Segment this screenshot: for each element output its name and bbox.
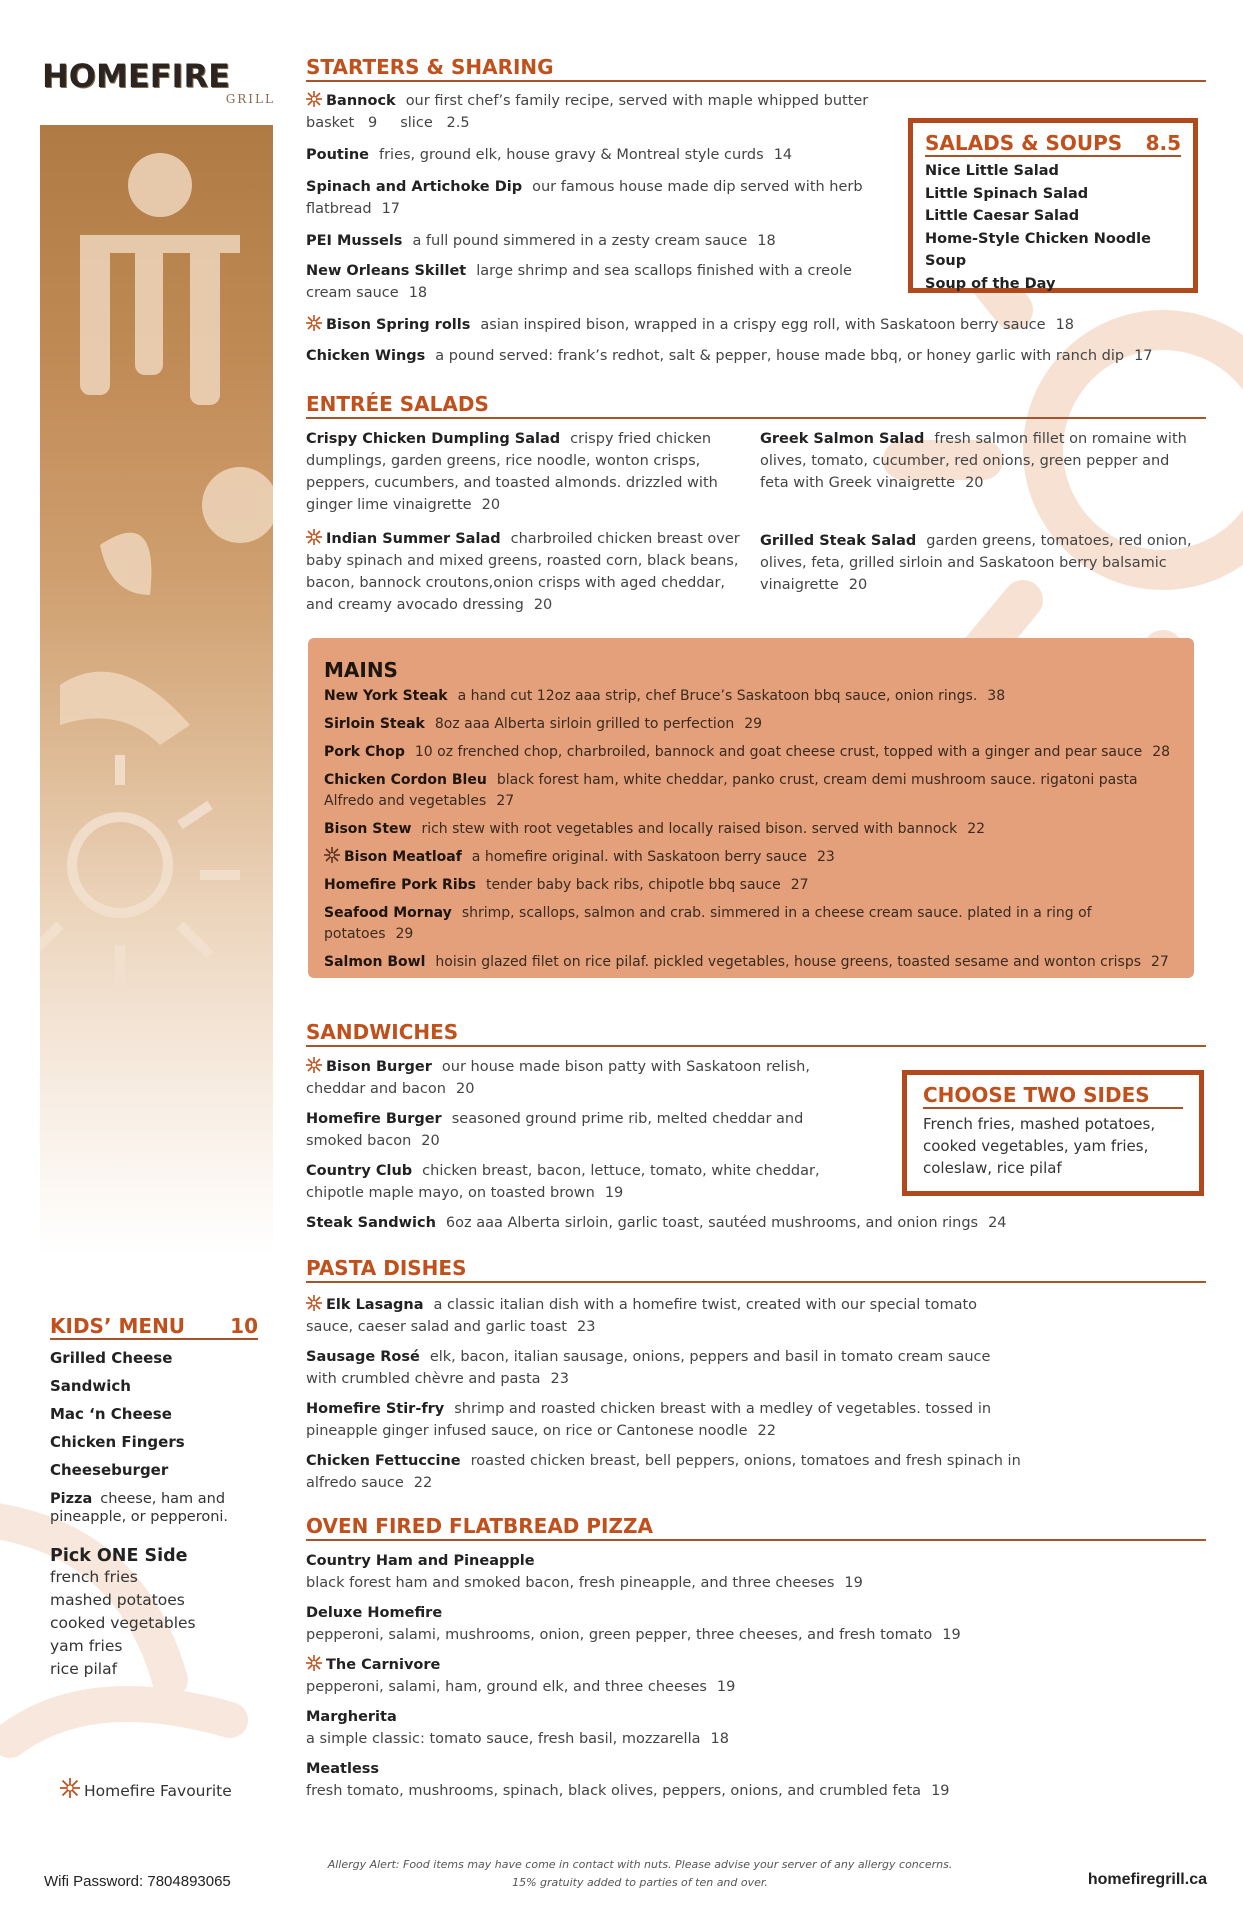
item-name: Chicken Wings xyxy=(306,348,426,364)
item-name: Pork Chop xyxy=(324,744,405,760)
item-desc: asian inspired bison, wrapped in a crispy egg roll, with Saskatoon berry sauce xyxy=(480,317,1046,333)
item-price: 20 xyxy=(965,475,984,491)
list-item: Little Caesar Salad xyxy=(925,208,1080,224)
item-name: Chicken Cordon Bleu xyxy=(324,772,487,788)
item-name: Sausage Rosé xyxy=(306,1349,420,1365)
menu-item-sausage-rose xyxy=(306,1346,1006,1390)
favourite-star-icon xyxy=(60,1778,80,1798)
item-desc: a hand cut 12oz aaa strip, chef Bruce’s Saskatoon bbq sauce, onion rings. xyxy=(457,688,978,704)
menu-item-chicken-wings xyxy=(306,345,1216,367)
kids-menu-section xyxy=(50,1314,258,1681)
item-desc: crispy fried chicken dumplings, garden greens, rice noodle, wonton crisps, peppers, cucumbers, and toasted almonds. drizzled with ginger lime vinaigrette xyxy=(306,431,718,513)
favourite-star-icon xyxy=(306,529,322,545)
sidebar-petroglyph-art xyxy=(40,125,273,1255)
item-name: Salmon Bowl xyxy=(324,954,426,970)
mains-title: MAINS xyxy=(324,658,398,682)
list-item: rice pilaf xyxy=(50,1660,118,1678)
salads-soups-box xyxy=(908,118,1198,293)
item-desc: seasoned ground prime rib, melted cheddar and smoked bacon xyxy=(306,1111,804,1149)
item-price: 29 xyxy=(395,926,414,942)
item-name: PEI Mussels xyxy=(306,233,403,249)
item-name: Homefire Stir-fry xyxy=(306,1401,445,1417)
item-name: Crispy Chicken Dumpling Salad xyxy=(306,431,561,447)
item-desc: a full pound simmered in a zesty cream sauce xyxy=(412,233,748,249)
item-price: 20 xyxy=(481,497,501,513)
item-desc: pepperoni, salami, ham, ground elk, and three cheeses xyxy=(306,1679,707,1695)
menu-item-new-york-steak xyxy=(324,686,1184,707)
allergy-alert-text: Allergy Alert: Food items may have come in contact with nuts. Please advise your server of any allergy concerns. xyxy=(327,1858,953,1871)
item-desc: tender baby back ribs, chipotle bbq sauce xyxy=(485,877,781,893)
kids-menu-list xyxy=(50,1344,258,1526)
item-name: Bison Burger xyxy=(326,1059,432,1075)
item-desc: a simple classic: tomato sauce, fresh basil, mozzarella xyxy=(306,1731,701,1747)
item-desc: shrimp and roasted chicken breast with a medley of vegetables. tossed in pineapple ginger infused sauce, on rice or Cantonese noodle xyxy=(306,1401,992,1439)
favourite-star-icon xyxy=(306,1655,322,1671)
item-name: Poutine xyxy=(306,147,369,163)
menu-item-chicken-cordon-bleu xyxy=(324,770,1184,812)
menu-item-bison-spring-rolls xyxy=(306,314,1206,336)
item-price: 23 xyxy=(816,849,835,865)
gratuity-text: 15% gratuity added to parties of ten and over. xyxy=(512,1876,768,1889)
list-item: mashed potatoes xyxy=(50,1591,185,1609)
item-desc: rich stew with root vegetables and locally raised bison. served with bannock xyxy=(421,821,958,837)
item-desc: a homefire original. with Saskatoon berry sauce xyxy=(471,849,807,865)
item-name: New Orleans Skillet xyxy=(306,263,467,279)
menu-item-bison-burger xyxy=(306,1056,826,1100)
item-desc: 8oz aaa Alberta sirloin grilled to perfection xyxy=(434,716,735,732)
menu-item-pei-mussels xyxy=(306,230,906,252)
menu-item-steak-sandwich xyxy=(306,1212,1206,1234)
item-name: Margherita xyxy=(306,1709,397,1725)
item-price: 22 xyxy=(757,1423,776,1439)
kids-side-list xyxy=(50,1566,258,1681)
item-name: The Carnivore xyxy=(326,1657,441,1673)
favourite-legend-label: Homefire Favourite xyxy=(84,1782,232,1800)
menu-item-homefire-stir-fry xyxy=(306,1398,1006,1442)
item-desc: cheese, ham and pineapple, or pepperoni. xyxy=(50,1491,229,1525)
item-price: 17 xyxy=(381,201,401,217)
list-item: Mac ‘n Cheese xyxy=(50,1405,172,1423)
starters-list xyxy=(306,90,906,134)
menu-item-bison-meatloaf xyxy=(324,847,1184,868)
starters-title: STARTERS & SHARING xyxy=(306,55,1206,82)
item-desc: chicken breast, bacon, lettuce, tomato, white cheddar, chipotle maple mayo, on toasted brown xyxy=(306,1163,820,1201)
list-item: Nice Little Salad xyxy=(925,163,1059,179)
kids-menu-header xyxy=(50,1314,258,1340)
kids-side-title: Pick ONE Side xyxy=(50,1546,188,1566)
list-item: Cheeseburger xyxy=(50,1461,169,1479)
item-name: Grilled Steak Salad xyxy=(760,533,917,549)
logo xyxy=(42,57,277,106)
item-name: Pizza xyxy=(50,1491,93,1507)
list-item: Soup of the Day xyxy=(925,275,1056,292)
item-desc: garden greens, tomatoes, red onion, olives, feta, grilled sirloin and Saskatoon berry balsamic vinaigrette xyxy=(760,533,1192,593)
menu-item-country-club xyxy=(306,1160,846,1204)
item-desc: hoisin glazed filet on rice pilaf. pickled vegetables, house greens, toasted sesame and wonton crisps xyxy=(435,954,1141,970)
kids-menu-price: 10 xyxy=(230,1314,258,1338)
item-price: 19 xyxy=(716,1679,736,1695)
item-name: Country Ham and Pineapple xyxy=(306,1553,535,1569)
menu-item-crispy-chicken-dumpling-salad xyxy=(306,428,746,516)
item-desc: fries, ground elk, house gravy & Montreal style curds xyxy=(378,147,764,163)
favourite-star-icon xyxy=(306,1295,322,1311)
item-name: Elk Lasagna xyxy=(326,1297,424,1313)
website-link[interactable]: homefiregrill.ca xyxy=(1087,1871,1207,1888)
item-desc: charbroiled chicken breast over baby spinach and mixed greens, roasted corn, black beans, bacon, bannock croutons,onion crisps with aged cheddar, and creamy avocado dressing xyxy=(306,531,740,613)
pizza-section xyxy=(306,1514,1206,1541)
pasta-section xyxy=(306,1256,1206,1283)
menu-item-seafood-mornay xyxy=(324,903,1184,945)
item-price: 23 xyxy=(577,1319,596,1335)
list-item: Grilled Cheese Sandwich xyxy=(50,1349,173,1395)
item-name: Bison Stew xyxy=(324,821,412,837)
item-desc: our house made bison patty with Saskatoon relish, cheddar and bacon xyxy=(306,1059,810,1097)
item-name: Sirloin Steak xyxy=(324,716,425,732)
item-desc: our first chef’s family recipe, served with maple whipped butter xyxy=(405,93,869,109)
salads-soups-price: 8.5 xyxy=(1145,131,1181,155)
menu-item-elk-lasagna xyxy=(306,1294,1006,1338)
choose-sides-box xyxy=(902,1070,1204,1196)
menu-item-new-orleans-skillet xyxy=(306,260,886,304)
item-price: 22 xyxy=(413,1475,433,1491)
item-price-options: basket 9 slice 2.5 xyxy=(306,115,470,131)
wifi-password: Wifi Password: 7804893065 xyxy=(44,1873,231,1890)
item-name: Deluxe Homefire xyxy=(306,1605,443,1621)
item-price: 27 xyxy=(1151,954,1169,970)
item-price: 19 xyxy=(844,1575,863,1591)
item-price: 18 xyxy=(710,1731,729,1747)
menu-item-bison-stew xyxy=(324,819,1184,840)
item-desc: a pound served: frank’s redhot, salt & pepper, house made bbq, or honey garlic with ranch dip xyxy=(435,348,1125,364)
salads-soups-title: SALADS & SOUPS xyxy=(925,131,1123,155)
choose-sides-title: CHOOSE TWO SIDES xyxy=(923,1083,1183,1109)
menu-item-spinach-dip xyxy=(306,176,866,220)
item-name: Indian Summer Salad xyxy=(326,531,501,547)
menu-item-indian-summer-salad xyxy=(306,528,746,616)
item-name: Country Club xyxy=(306,1163,413,1179)
menu-item-the-carnivore xyxy=(306,1654,1206,1698)
item-price: 38 xyxy=(987,688,1006,704)
menu-item-homefire-burger xyxy=(306,1108,826,1152)
item-price: 20 xyxy=(455,1081,475,1097)
item-name: Bison Spring rolls xyxy=(326,317,471,333)
kids-menu-title: KIDS’ MENU xyxy=(50,1314,186,1338)
favourite-star-icon xyxy=(306,91,322,107)
menu-item-margherita xyxy=(306,1706,1206,1750)
item-price: 27 xyxy=(496,793,515,809)
item-name: Chicken Fettuccine xyxy=(306,1453,461,1469)
item-price: 19 xyxy=(942,1627,961,1643)
item-desc: fresh tomato, mushrooms, spinach, black olives, peppers, onions, and crumbled feta xyxy=(306,1783,922,1799)
salads-soups-header xyxy=(925,131,1181,157)
item-name: Bison Meatloaf xyxy=(344,849,462,865)
sandwiches-title: SANDWICHES xyxy=(306,1020,1206,1047)
item-price: 20 xyxy=(848,577,868,593)
pizza-title: OVEN FIRED FLATBREAD PIZZA xyxy=(306,1514,1206,1541)
favourite-star-icon xyxy=(306,315,322,331)
sandwiches-section xyxy=(306,1020,1206,1047)
menu-item-country-ham-pineapple xyxy=(306,1550,1206,1594)
logo-text: HOMEFIRE xyxy=(42,57,230,95)
item-desc: elk, bacon, italian sausage, onions, peppers and basil in tomato cream sauce with crumbled chèvre and pasta xyxy=(306,1349,991,1387)
item-desc: roasted chicken breast, bell peppers, onions, tomatoes and fresh spinach in alfredo sauce xyxy=(306,1453,1021,1491)
item-desc: our famous house made dip served with herb flatbread xyxy=(306,179,863,217)
item-name: New York Steak xyxy=(324,688,448,704)
menu-item-pork-chop xyxy=(324,742,1184,763)
item-price: 19 xyxy=(604,1185,624,1201)
item-price: 22 xyxy=(967,821,986,837)
item-price: 18 xyxy=(1055,317,1075,333)
item-price: 18 xyxy=(408,285,428,301)
favourite-legend xyxy=(60,1778,232,1800)
item-price: 24 xyxy=(988,1215,1007,1231)
menu-item-greek-salmon-salad xyxy=(760,428,1200,494)
item-name: Homefire Burger xyxy=(306,1111,442,1127)
item-desc: black forest ham, white cheddar, panko crust, cream demi mushroom sauce. rigatoni pasta Alfredo and vegetables xyxy=(324,772,1138,809)
item-price: 27 xyxy=(790,877,809,893)
item-name: Spinach and Artichoke Dip xyxy=(306,179,523,195)
menu-item-poutine xyxy=(306,144,906,166)
item-name: Bannock xyxy=(326,93,396,109)
list-item: cooked vegetables xyxy=(50,1614,196,1632)
item-desc: fresh salmon fillet on romaine with olives, tomato, cucumber, red onions, green pepper and feta with Greek vinaigrette xyxy=(760,431,1187,491)
entree-salads-title: ENTRÉE SALADS xyxy=(306,392,1206,419)
item-price: 18 xyxy=(757,233,776,249)
item-desc: 6oz aaa Alberta sirloin, garlic toast, sautéed mushrooms, and onion rings xyxy=(445,1215,979,1231)
item-name: Seafood Mornay xyxy=(324,905,452,921)
favourite-star-icon xyxy=(306,1057,322,1073)
menu-item-meatless xyxy=(306,1758,1206,1802)
salads-soups-list xyxy=(925,160,1181,295)
menu-item-bannock xyxy=(306,90,906,134)
item-desc: black forest ham and smoked bacon, fresh pineapple, and three cheeses xyxy=(306,1575,835,1591)
item-desc: a classic italian dish with a homefire twist, created with our special tomato sauce, caeser salad and garlic toast xyxy=(306,1297,978,1335)
list-item: yam fries xyxy=(50,1637,123,1655)
item-name: Steak Sandwich xyxy=(306,1215,436,1231)
menu-item-homefire-pork-ribs xyxy=(324,875,1184,896)
list-item: Little Spinach Salad xyxy=(925,185,1089,202)
pasta-title: PASTA DISHES xyxy=(306,1256,1206,1283)
item-name: Meatless xyxy=(306,1761,380,1777)
menu-item-sirloin-steak xyxy=(324,714,1184,735)
item-price: 20 xyxy=(421,1133,440,1149)
menu-item-deluxe-homefire xyxy=(306,1602,1206,1646)
menu-item-chicken-fettuccine xyxy=(306,1450,1026,1494)
starters-section xyxy=(306,55,1206,82)
entree-salads-section xyxy=(306,392,1206,419)
logo-subtext: GRILL xyxy=(225,92,275,106)
item-desc: large shrimp and sea scallops finished with a creole cream sauce xyxy=(306,263,852,301)
item-desc: pepperoni, salami, mushrooms, onion, green pepper, three cheeses, and fresh tomato xyxy=(306,1627,933,1643)
item-price: 29 xyxy=(744,716,763,732)
item-price: 28 xyxy=(1152,744,1171,760)
item-price: 23 xyxy=(550,1371,569,1387)
item-price: 17 xyxy=(1134,348,1153,364)
list-item: french fries xyxy=(50,1568,138,1586)
allergy-notice xyxy=(300,1856,980,1892)
list-item: Home-Style Chicken Noodle Soup xyxy=(925,230,1151,269)
list-item: Chicken Fingers xyxy=(50,1433,185,1451)
item-name: Homefire Pork Ribs xyxy=(324,877,476,893)
choose-sides-text: French fries, mashed potatoes, cooked vegetables, yam fries, coleslaw, rice pilaf xyxy=(923,1115,1156,1177)
item-price: 19 xyxy=(931,1783,950,1799)
mains-section xyxy=(324,658,1184,973)
item-price: 20 xyxy=(533,597,553,613)
kids-pizza-item xyxy=(50,1490,258,1526)
item-desc: shrimp, scallops, salmon and crab. simmered in a cheese cream sauce. plated in a ring of potatoes xyxy=(324,905,1092,942)
menu-item-grilled-steak-salad xyxy=(760,530,1200,596)
item-name: Greek Salmon Salad xyxy=(760,431,925,447)
menu-item-salmon-bowl xyxy=(324,952,1184,973)
item-price: 14 xyxy=(773,147,793,163)
item-desc: 10 oz frenched chop, charbroiled, bannock and goat cheese crust, topped with a ginger and pear sauce xyxy=(414,744,1143,760)
favourite-star-icon xyxy=(324,847,340,863)
